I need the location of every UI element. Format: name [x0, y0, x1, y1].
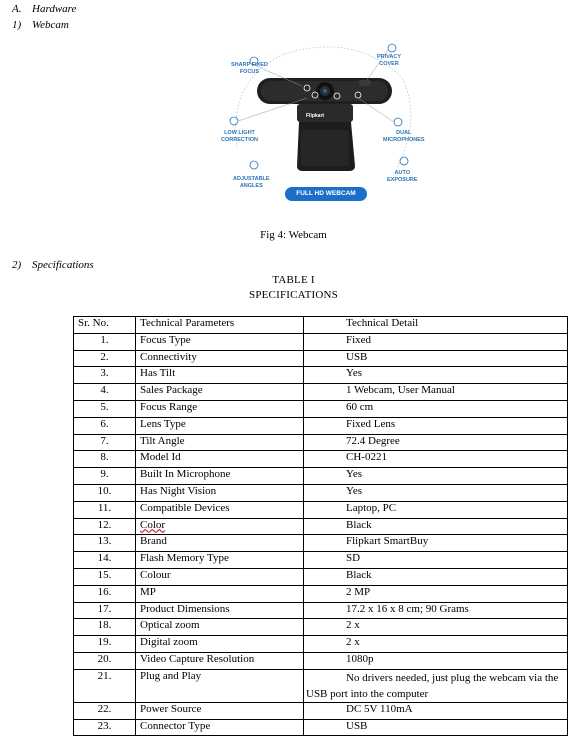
sr-no-cell: 18.	[74, 619, 136, 636]
webcam-figure	[217, 38, 429, 206]
label-low-light-correction: LOW LIGHT CORRECTION	[221, 130, 258, 143]
sr-no-cell: 16.	[74, 585, 136, 602]
sr-no-cell: 23.	[74, 719, 136, 736]
detail-cell: 2 x	[304, 636, 568, 653]
parameter-cell: Plug and Play	[136, 669, 304, 702]
label-adjustable-angles: ADJUSTABLE ANGLES	[233, 176, 270, 189]
table-row	[74, 451, 568, 468]
sr-no-cell: 14.	[74, 552, 136, 569]
detail-cell: No drivers needed, just plug the webcam via the USB port into the computer	[304, 669, 568, 702]
detail-cell: USB	[304, 719, 568, 736]
parameter-cell: Digital zoom	[136, 636, 304, 653]
subheading-title: Specifications	[32, 259, 94, 271]
detail-cell: 1 Webcam, User Manual	[304, 384, 568, 401]
sr-no-cell: 1.	[74, 333, 136, 350]
detail-cell: Fixed	[304, 333, 568, 350]
subheading-number: 1)	[12, 19, 22, 31]
detail-cell: DC 5V 110mA	[304, 702, 568, 719]
sr-no-cell: 17.	[74, 602, 136, 619]
parameter-cell: Product Dimensions	[136, 602, 304, 619]
parameter-cell: Optical zoom	[136, 619, 304, 636]
parameter-cell: MP	[136, 585, 304, 602]
parameter-cell: Connector Type	[136, 719, 304, 736]
table-row	[74, 434, 568, 451]
sr-no-cell: 9.	[74, 468, 136, 485]
subheading-title: Webcam	[32, 19, 69, 31]
parameter-cell: Lens Type	[136, 417, 304, 434]
table-title: SPECIFICATIONS	[249, 289, 338, 301]
sr-no-cell: 4.	[74, 384, 136, 401]
detail-cell: SD	[304, 552, 568, 569]
section-heading-hardware	[12, 3, 76, 16]
detail-cell: Yes	[304, 484, 568, 501]
table-header-row	[74, 317, 568, 334]
parameter-cell: Compatible Devices	[136, 501, 304, 518]
parameter-cell: Built In Microphone	[136, 468, 304, 485]
detail-cell: USB	[304, 350, 568, 367]
table-row	[74, 350, 568, 367]
detail-cell: Black	[304, 568, 568, 585]
full-hd-webcam-badge: FULL HD WEBCAM	[285, 187, 367, 201]
detail-cell: 2 MP	[304, 585, 568, 602]
sr-no-cell: 10.	[74, 484, 136, 501]
parameter-cell: Model Id	[136, 451, 304, 468]
label-dual-microphones: DUAL MICROPHONES	[383, 130, 425, 143]
table-row	[74, 384, 568, 401]
table-row	[74, 636, 568, 653]
subheading-webcam	[12, 19, 69, 32]
sr-no-cell: 21.	[74, 669, 136, 702]
detail-cell: CH-0221	[304, 451, 568, 468]
subheading-specifications	[12, 259, 94, 272]
label-auto-exposure: AUTO EXPOSURE	[387, 170, 418, 183]
label-privacy-cover: PRIVACY COVER	[377, 54, 402, 67]
table-row	[74, 652, 568, 669]
parameter-cell: Focus Type	[136, 333, 304, 350]
parameter-cell: Flash Memory Type	[136, 552, 304, 569]
detail-cell: Yes	[304, 367, 568, 384]
sr-no-cell: 19.	[74, 636, 136, 653]
table-row	[74, 568, 568, 585]
table-row	[74, 468, 568, 485]
sr-no-cell: 7.	[74, 434, 136, 451]
table-row	[74, 501, 568, 518]
parameter-cell: Focus Range	[136, 400, 304, 417]
parameter-cell: Video Capture Resolution	[136, 652, 304, 669]
sr-no-cell: 15.	[74, 568, 136, 585]
header-technical-detail: Technical Detail	[304, 317, 568, 334]
parameter-cell: Connectivity	[136, 350, 304, 367]
parameter-cell: Power Source	[136, 702, 304, 719]
table-row	[74, 417, 568, 434]
section-number: A.	[12, 3, 22, 15]
detail-cell: Laptop, PC	[304, 501, 568, 518]
sr-no-cell: 2.	[74, 350, 136, 367]
table-body	[74, 333, 568, 736]
table-row	[74, 535, 568, 552]
section-title: Hardware	[32, 3, 77, 15]
detail-cell: 60 cm	[304, 400, 568, 417]
table-row	[74, 702, 568, 719]
parameter-cell: Tilt Angle	[136, 434, 304, 451]
parameter-cell: Brand	[136, 535, 304, 552]
table-row	[74, 518, 568, 535]
parameter-cell: Has Tilt	[136, 367, 304, 384]
sr-no-cell: 13.	[74, 535, 136, 552]
figure-caption: Fig 4: Webcam	[260, 229, 327, 241]
sr-no-cell: 20.	[74, 652, 136, 669]
table-row	[74, 619, 568, 636]
sr-no-cell: 5.	[74, 400, 136, 417]
detail-cell: 2 x	[304, 619, 568, 636]
detail-cell: Yes	[304, 468, 568, 485]
detail-cell: Black	[304, 518, 568, 535]
detail-cell: 72.4 Degree	[304, 434, 568, 451]
sr-no-cell: 22.	[74, 702, 136, 719]
table-row	[74, 400, 568, 417]
parameter-cell: Has Night Vision	[136, 484, 304, 501]
table-row	[74, 602, 568, 619]
subheading-number: 2)	[12, 259, 22, 271]
detail-cell: Flipkart SmartBuy	[304, 535, 568, 552]
detail-cell: 1080p	[304, 652, 568, 669]
sr-no-cell: 11.	[74, 501, 136, 518]
table-row	[74, 333, 568, 350]
detail-cell: Fixed Lens	[304, 417, 568, 434]
sr-no-cell: 6.	[74, 417, 136, 434]
table-row	[74, 367, 568, 384]
label-sharp-fixed-focus: SHARP FIXED FOCUS	[231, 62, 268, 75]
table-row	[74, 669, 568, 702]
sr-no-cell: 3.	[74, 367, 136, 384]
brand-logo-text: Flipkart	[306, 113, 325, 119]
parameter-cell: Sales Package	[136, 384, 304, 401]
detail-cell: 17.2 x 16 x 8 cm; 90 Grams	[304, 602, 568, 619]
specifications-table	[73, 316, 568, 736]
parameter-cell: Color	[136, 518, 304, 535]
table-row	[74, 552, 568, 569]
header-sr-no: Sr. No.	[74, 317, 136, 334]
table-row	[74, 719, 568, 736]
sr-no-cell: 12.	[74, 518, 136, 535]
table-number: TABLE I	[272, 274, 315, 286]
table-row	[74, 585, 568, 602]
sr-no-cell: 8.	[74, 451, 136, 468]
table-row	[74, 484, 568, 501]
header-technical-parameters: Technical Parameters	[136, 317, 304, 334]
parameter-cell: Colour	[136, 568, 304, 585]
